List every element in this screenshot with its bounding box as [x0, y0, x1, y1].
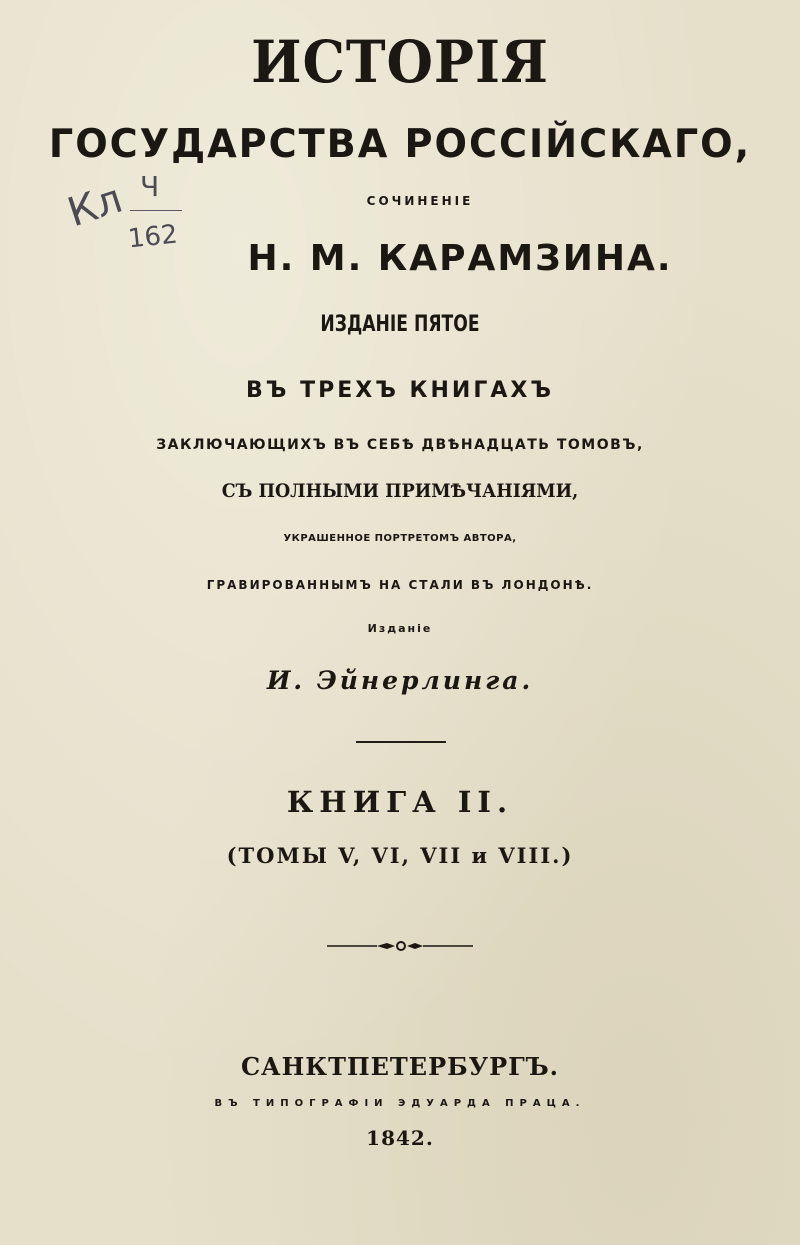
publisher-name: И. Эйнерлинга.: [266, 666, 534, 695]
divider-rule: [356, 741, 446, 743]
shelfmark-numerator: Ч: [140, 170, 160, 203]
book-subtitle: ГОСУДАРСТВА РОССІЙСКАГО,: [48, 122, 752, 167]
tomes-range: (ТОМЫ V, VI, VII и VIII.): [226, 843, 574, 868]
books-count: ВЪ ТРЕХЪ КНИГАХЪ: [245, 378, 555, 403]
imprint-city: САНКТПЕТЕРБУРГЪ.: [240, 1052, 560, 1081]
edition-number: ИЗДАНІЕ ПЯТОЕ: [320, 312, 480, 337]
engraving-description: ГРАВИРОВАННЫМЪ НА СТАЛИ ВЪ ЛОНДОНѢ.: [206, 578, 594, 592]
book-number: КНИГА II.: [286, 785, 514, 819]
volumes-description: ЗАКЛЮЧАЮЩИХЪ ВЪ СЕБѢ ДВѢНАДЦАТЬ ТОМОВЪ,: [156, 437, 644, 453]
author-name: Н. М. КАРАМЗИНА.: [247, 238, 673, 279]
shelfmark-prefix: Кл: [62, 175, 128, 237]
imprint-printer: ВЪ ТИПОГРАФІИ ЭДУАРДА ПРАЦА.: [214, 1098, 586, 1109]
book-title: ИСТОРІЯ: [251, 28, 549, 96]
notes-description: СЪ ПОЛНЫМИ ПРИМѢЧАНІЯМИ,: [221, 480, 579, 502]
shelfmark-fraction-bar: [130, 210, 182, 211]
publisher-label: Изданіе: [367, 622, 433, 635]
ornament-divider: [325, 940, 475, 952]
shelfmark-denominator: 162: [126, 219, 180, 255]
imprint-year: 1842.: [366, 1126, 434, 1150]
composition-label: СОЧИНЕНІЕ: [366, 194, 474, 208]
portrait-description: УКРАШЕННОЕ ПОРТРЕТОМЪ АВТОРА,: [283, 533, 517, 544]
